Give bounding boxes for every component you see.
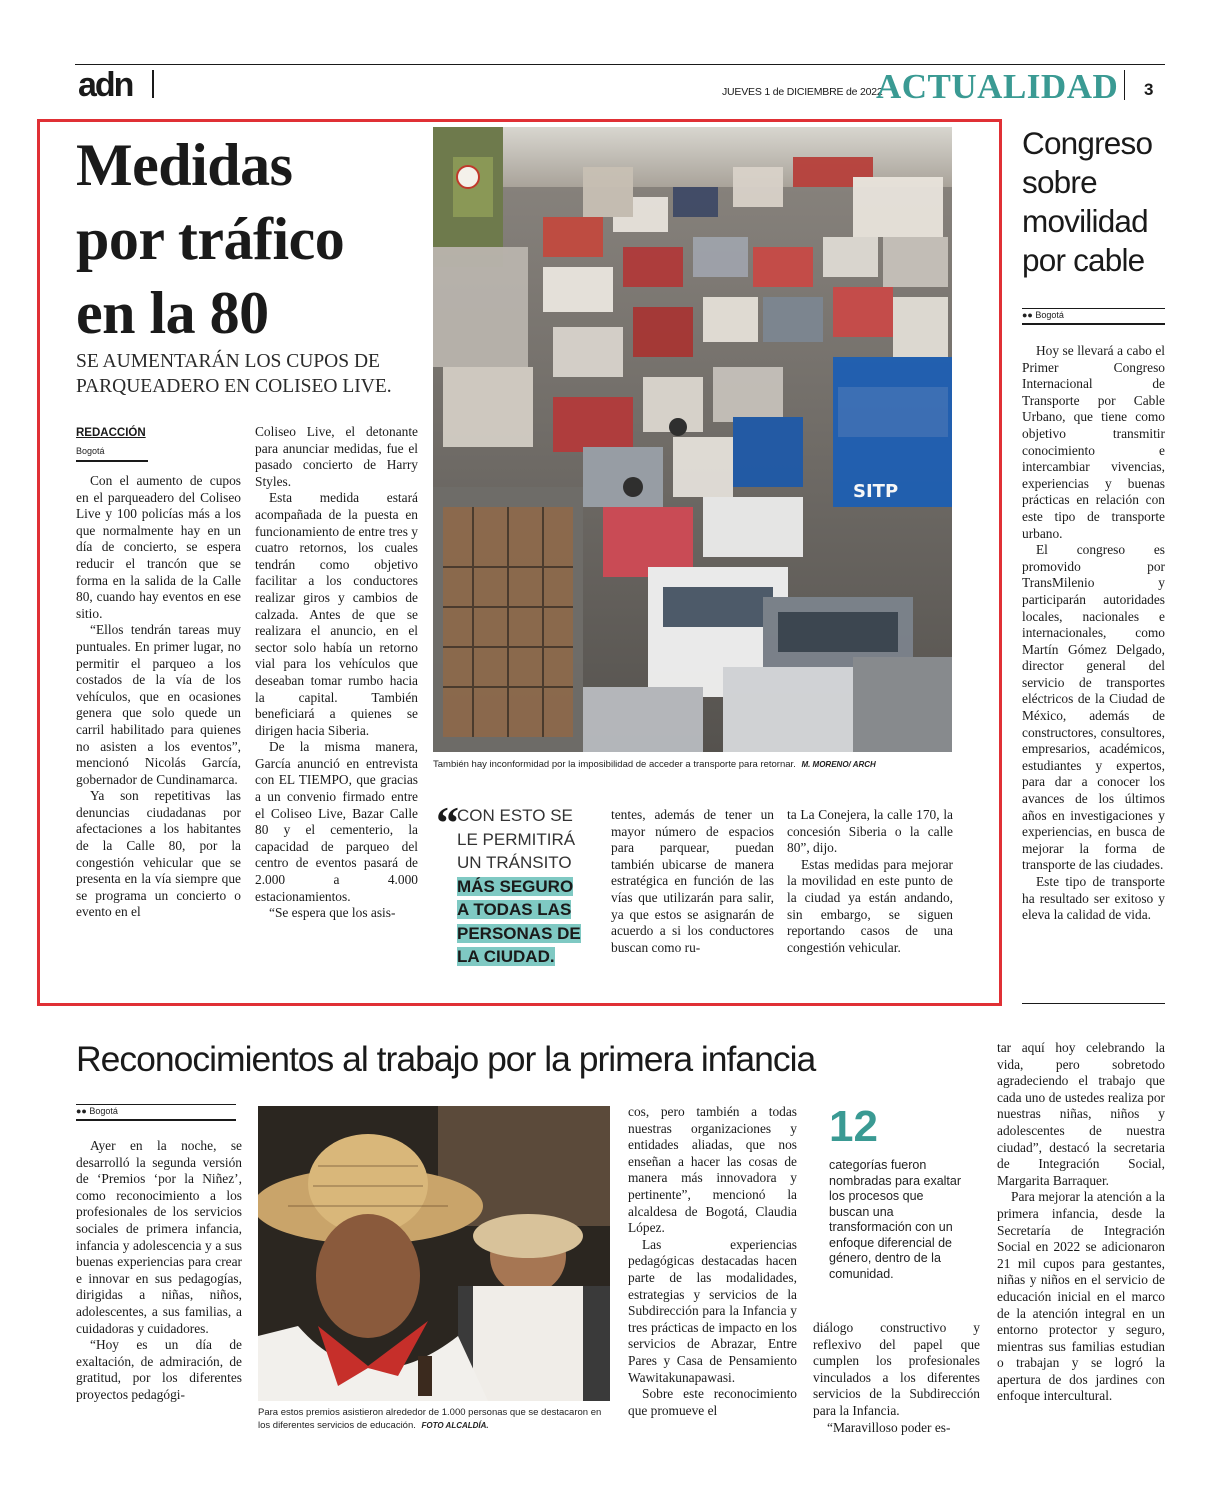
bottom-col-1: Ayer en la noche, se desarrolló la segunda versión de ‘Premios ‘por la Niñez’, como reconocimiento a los profesionales de los servicios sociales de primera infancia, infancia y adolescencia y a sus buenas experiencias para crear e innovar en sus pedagogías, dirigidas a niñas, niños, adolescentes, a sus familias, a cuidadoras y cuidadores. “Hoy es un día de exaltación, de admiración, de gratitud, por los diferentes proyectos pedagógi- [76,1138,242,1402]
sidebar-location: ●● Bogotá [1022,310,1064,320]
stat-text: categorías fueron nombradas para exaltar los procesos que buscan una transformación con un enfoque diferencial de género, dentro de la comunidad. [829,1158,962,1281]
bottom-location: ●● Bogotá [76,1106,118,1116]
stat-number: 12 [829,1102,878,1151]
traffic-photo-caption: También hay inconformidad por la imposibilidad de acceder a transporte para retornar. M. MORENO/ ARCH [433,759,876,770]
main-col-5: ta La Conejera, la calle 170, la concesión Siberia o la calle 80”, dijo. Estas medidas para mejorar la movilidad en este punto de la ciudad ya están andando, sin embargo, se siguen reportando casos de una congestión vehicular. [787,807,953,955]
sidebar-body: Hoy se llevará a cabo el Primer Congreso Internacional de Transporte por Cable Urbano, que tiene como objetivo transmitir conocimiento e intercambiar vivencias, experiencias y buenas prácticas en relación con este tipo de transporte urbano. El congreso es promovido por TransMilenio y participarán autoridades locales, nacionales e internacionales, como Martín Gómez Delgado, director general del servicio de transportes eléctricos de la Ciudad de México, además de constructores, consultores, empresarios, académicos, estudiantes y expertos, para dar a conocer los avances de los últimos años en investigaciones y experiencias, en busca de mejorar la forma de transporte de las ciudades. Este tipo de transporte ha resultado ser exitoso y eleva la calidad de vida. [1022,343,1165,923]
bottom-col-4: diálogo constructivo y reflexivo del papel que cumplen los profesionales vinculados a los diferentes servicios de la Subdirección para la Infancia. “Maravilloso poder es- [813,1320,980,1435]
main-location: Bogotá [76,446,105,456]
bottom-headline: Reconocimientos al trabajo por la primera infancia [76,1039,816,1079]
bottom-col-5: tar aquí hoy celebrando la vida, pero sobretodo agradeciendo el trabajo que cada uno de ustedes realiza por nuestras niñas, niños y adolescentes de nuestra ciudad”, destacó la secretaria de Integración Social, Margarita Barraquer. Para mejorar la atención a la primera infancia, desde la Secretaría de Integración Social en 2022 se adicionaron 21 mil cupos para gestantes, niñas y niños en el servicio de educación inicial en el marco de la atención integral en un entorno protector y seguro, mientras sus familias estudian o trabajan y se logró la apertura de dos jardines con enfoque intercultural. [997,1040,1165,1404]
issue-date: JUEVES 1 de DICIEMBRE de 2022 [722,86,883,98]
awards-photo [258,1106,610,1401]
main-headline: Medidas por tráfico en la 80 [76,132,345,346]
traffic-photo [433,127,952,752]
quote-mark: “ [436,797,459,848]
main-col-2: Coliseo Live, el detonante para anunciar medidas, fue el pasado concierto de Harry Styles. Esta medida estará acompañada de la puesta en funcionamiento de entre tres y cuatro retornos, los cuales tendrán como objetivo facilitar a los conductores realizar giros y cambios de calzada. Antes de que se realizara el anuncio, en el sector solo había un retorno vial para los vehículos que deseaban tomar rumbo hacia la capital. También beneficiará a quienes se dirigen hacia Siberia. De la misma manera, García anunció en entrevista con EL TIEMPO, que gracias a un convenio firmado entre el Coliseo Live, Bazar Calle 80 y el cementerio, la capacidad de parqueo del centro de eventos pasará de 2.000 a 4.000 estacionamientos. “Se espera que los asis- [255,424,418,921]
bottom-col-3: cos, pero también a todas nuestras organizaciones y entidades aliadas, que nos enseñan a hacer las cosas de manera más innovadora y pertinente”, mencionó la alcaldesa de Bogotá, Claudia López. Las experiencias pedagógicas destacadas hacen parte de las modalidades, estrategias y servicios de la Subdirección para la Infancia y tres prácticas de impacto en los servicios de Abrazar, Entre Pares y Casa de Pensamiento Wawitakunapawasi. Sobre este reconocimiento que promueve el [628,1104,797,1418]
awards-photo-caption: Para estos premios asistieron alrededor de 1.000 personas que se destacaron en los diferentes servicios de educación. FOTO ALCALDÍA. [258,1407,602,1431]
svg-text:SITP: SITP [853,481,899,502]
page-number: 3 [1144,80,1154,99]
main-col-4: tentes, además de tener un mayor número de espacios para parquear, puedan también ubicarse de manera estratégica en función de las vías que utilizarán para salir, ya que estos se asignarán de acuerdo a si los conductores buscan como ru- [611,807,774,955]
adn-logo: adn [78,66,133,104]
main-col-1: Con el aumento de cupos en el parqueadero del Coliseo Live y 100 policías más a los que normalmente hay en un día de concierto, se espera reducir el trancón que se forma en la salida de la Calle 80, cuando hay eventos en ese sitio. “Ellos tendrán tareas muy puntuales. En primer lugar, no permitir el parqueo a los costados de la vía de los vehículos, que en ocasiones genera que solo quede un carril habilitado para quienes no asisten a los eventos”, mencionó Nicolás García, gobernador de Cundinamarca. Ya son repetitivas las denuncias ciudadanas por afectaciones a los habitantes de la Calle 80, por la congestión vehicular que se presenta en la vía siempre que se programa un concierto o evento en el [76,473,241,920]
sidebar-headline: Congreso sobre movilidad por cable [1022,125,1153,278]
main-subhead: SE AUMENTARÁN LOS CUPOS DE PARQUEADERO EN COLISEO LIVE. [76,351,392,397]
section-title: ACTUALIDAD [876,67,1119,106]
pull-quote: CON ESTO SE LE PERMITIRÁ UN TRÁNSITO MÁS SEGURO A TODAS LAS PERSONAS DE LA CIUDAD. [457,806,581,966]
byline: REDACCIÓN [76,427,146,439]
